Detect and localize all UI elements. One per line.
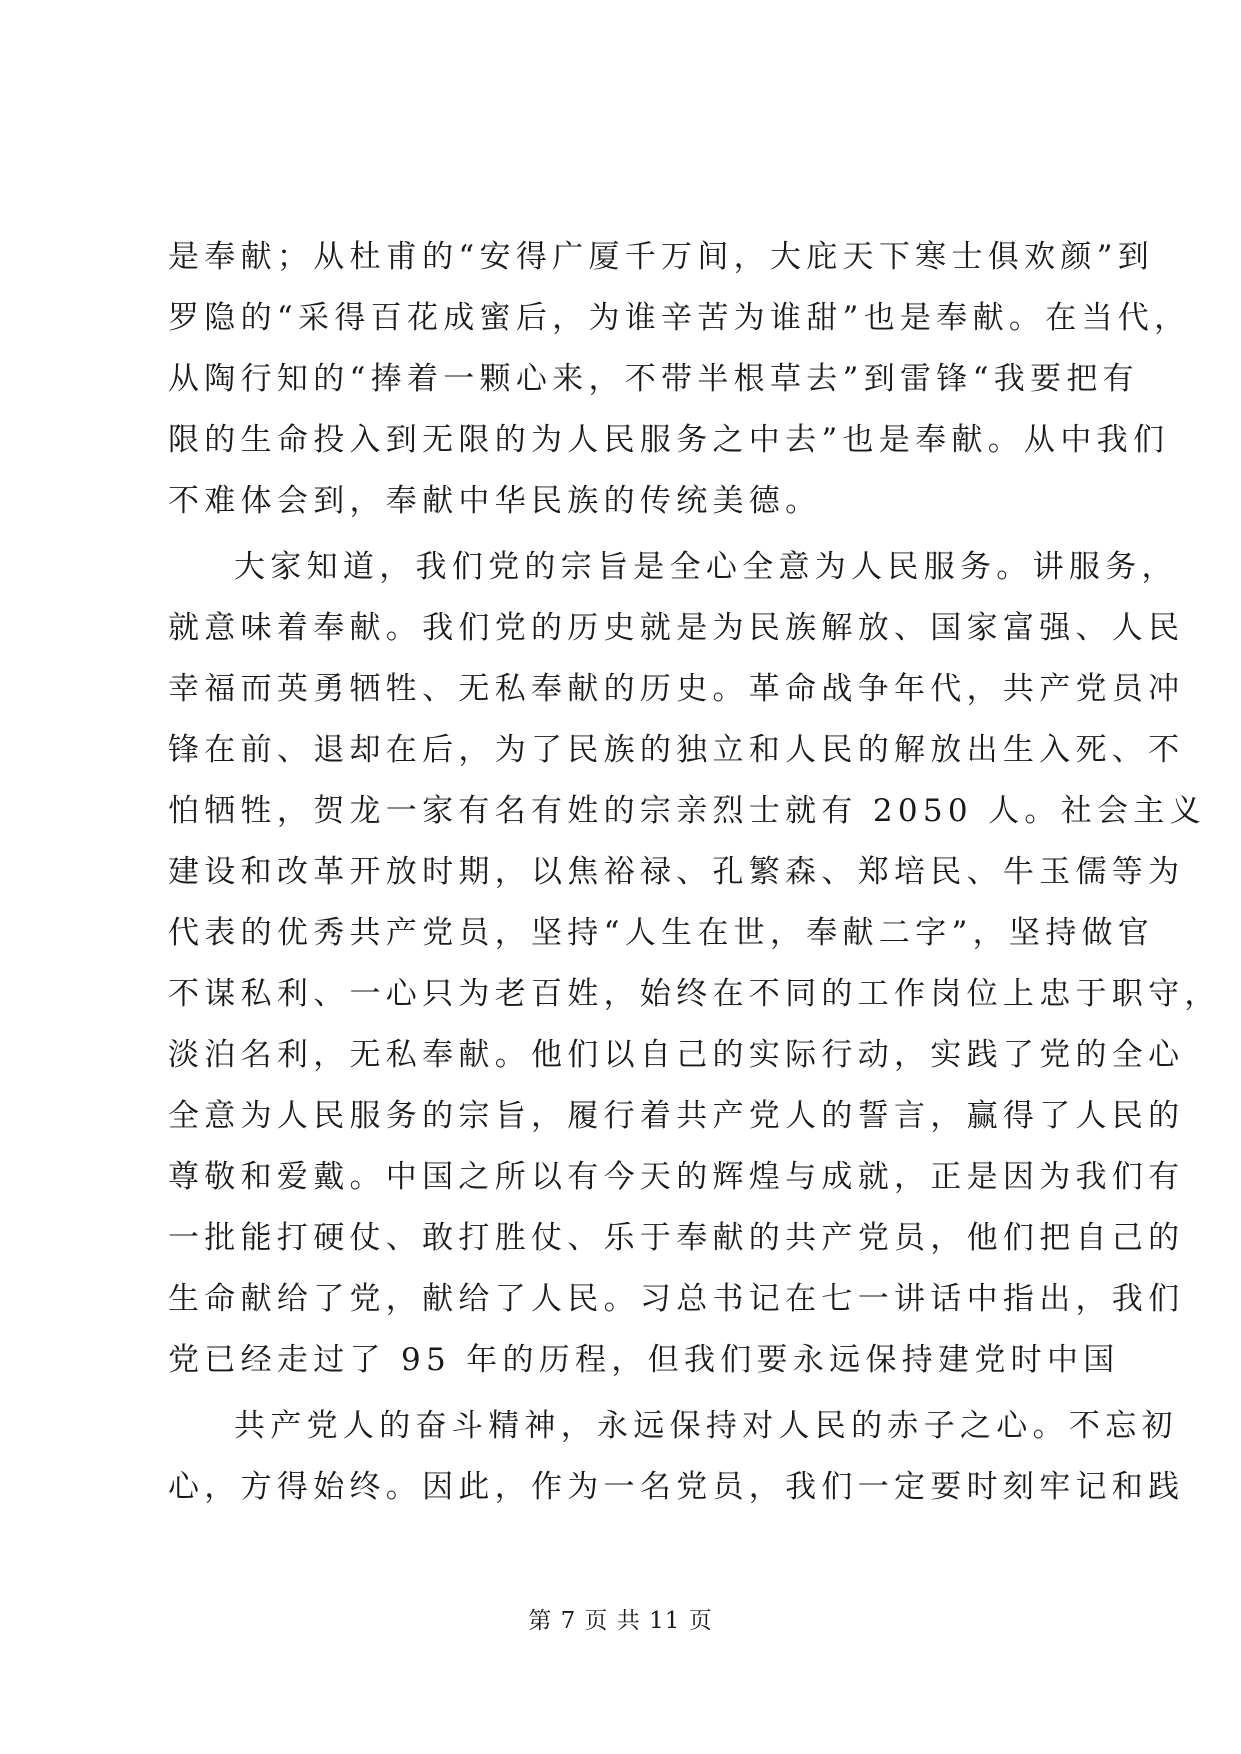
paragraph-3-line: 共产党人的奋斗精神，永远保持对人民的赤子之心。不忘初 — [234, 1408, 1178, 1444]
paragraph-2-line: 幸福而英勇牺牲、无私奉献的历史。革命战争年代，共产党员冲 — [168, 671, 1185, 707]
paragraph-1-line: 是奉献；从杜甫的“安得广厦千万间，大庇天下寒士俱欢颜”到 — [168, 239, 1155, 275]
paragraph-1-line: 从陶行知的“捧着一颗心来，不带半根草去”到雷锋“我要把有 — [168, 361, 1139, 397]
paragraph-1-line: 罗隐的“采得百花成蜜后，为谁辛苦为谁甜”也是奉献。在当代， — [168, 300, 1191, 336]
document-body — [168, 227, 1221, 1518]
paragraph-2-line: 不谋私利、一心只为老百姓，始终在不同的工作岗位上忠于职守， — [168, 976, 1221, 1012]
paragraph-2-line: 全意为人民服务的宗旨，履行着共产党人的誓言，赢得了人民的 — [168, 1098, 1185, 1134]
paragraph-2-line: 代表的优秀共产党员，坚持“人生在世，奉献二字”，坚持做官 — [168, 915, 1155, 951]
paragraph-2-line: 锋在前、退却在后，为了民族的独立和人民的解放出生入死、不 — [168, 732, 1185, 768]
page-footer — [0, 1602, 1241, 1635]
paragraph-2-line: 一批能打硬仗、敢打胜仗、乐于奉献的共产党员，他们把自己的 — [168, 1220, 1185, 1256]
paragraph-2-line: 党已经走过了 95 年的历程，但我们要永远保持建党时中国 — [168, 1342, 1120, 1378]
paragraph-1-line: 限的生命投入到无限的为人民服务之中去”也是奉献。从中我们 — [168, 422, 1170, 458]
page-number-label: 第 7 页 共 11 页 — [528, 1608, 713, 1634]
paragraph-3-line: 心，方得始终。因此，作为一名党员，我们一定要时刻牢记和践 — [168, 1469, 1185, 1505]
paragraph-2-line: 怕牺牲，贺龙一家有名有姓的宗亲烈士就有 2050 人。社会主义 — [168, 793, 1206, 829]
paragraph-2-line: 尊敬和爱戴。中国之所以有今天的辉煌与成就，正是因为我们有 — [168, 1159, 1185, 1195]
paragraph-2-line: 生命献给了党，献给了人民。习总书记在七一讲话中指出，我们 — [168, 1281, 1185, 1317]
paragraph-1-line: 不难体会到，奉献中华民族的传统美德。 — [168, 483, 822, 519]
paragraph-2-line: 淡泊名利，无私奉献。他们以自己的实际行动，实践了党的全心 — [168, 1037, 1185, 1073]
paragraph-2-line: 建设和改革开放时期，以焦裕禄、孔繁森、郑培民、牛玉儒等为 — [168, 854, 1185, 890]
paragraph-2-line: 大家知道，我们党的宗旨是全心全意为人民服务。讲服务， — [234, 549, 1178, 585]
paragraph-2-line: 就意味着奉献。我们党的历史就是为民族解放、国家富强、人民 — [168, 610, 1185, 646]
